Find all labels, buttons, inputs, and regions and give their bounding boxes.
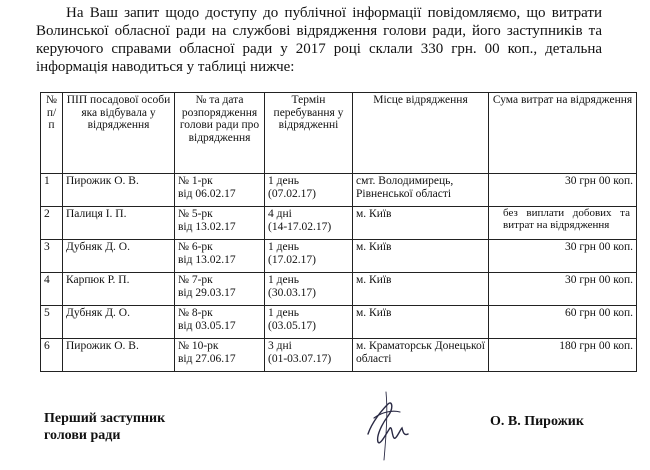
row-order-date: від 13.02.17 [178, 220, 236, 233]
row-person: Палиця І. П. [63, 207, 175, 240]
row-person: Пирожик О. В. [63, 174, 175, 207]
signer-position-line1: Перший заступник [44, 411, 166, 426]
row-person: Карпюк Р. П. [63, 273, 175, 306]
row-person: Пирожик О. В. [63, 339, 175, 372]
row-term [265, 207, 353, 240]
header-amount: Сума витрат на відрядження [489, 93, 637, 174]
row-person: Дубняк Д. О. [63, 240, 175, 273]
table-row [41, 240, 637, 273]
row-amount: 60 грн 00 коп. [489, 306, 637, 339]
row-term [265, 240, 353, 273]
row-term-dates: (17.02.17) [268, 253, 316, 266]
row-order-date: від 27.06.17 [178, 352, 236, 365]
intro-paragraph: На Ваш запит щодо доступу до публічної інформації повідомляємо, що витрати Волинської обласної ради на службові відрядження голови ради, його заступників та керуючого справами обласної ради у 2017 році склали 330 грн. 00 коп., детальна інформація наводиться у таблиці нижче: [36, 5, 602, 75]
row-order-date: від 29.03.17 [178, 286, 236, 299]
row-order-date: від 03.05.17 [178, 319, 236, 332]
row-term-days: 4 дні [268, 208, 292, 220]
row-term-dates: (14-17.02.17) [268, 220, 332, 233]
header-order: № та дата розпорядження голови ради про відрядження [175, 93, 265, 174]
row-term-dates: (01-03.07.17) [268, 352, 332, 365]
row-amount: 180 грн 00 коп. [489, 339, 637, 372]
row-amount: 30 грн 00 коп. [489, 174, 637, 207]
row-place: м. Київ [353, 306, 489, 339]
row-order [175, 273, 265, 306]
row-num: 2 [41, 207, 63, 240]
row-num: 3 [41, 240, 63, 273]
row-place: смт. Володимирець, Рівненської області [353, 174, 489, 207]
row-num: 4 [41, 273, 63, 306]
row-amount: 30 грн 00 коп. [489, 273, 637, 306]
row-order-date: від 06.02.17 [178, 187, 236, 200]
row-order-date: від 13.02.17 [178, 253, 236, 266]
row-place: м. Київ [353, 273, 489, 306]
row-place: м. Київ [353, 207, 489, 240]
row-amount: 30 грн 00 коп. [489, 240, 637, 273]
row-term [265, 174, 353, 207]
table-row [41, 273, 637, 306]
table-header-row [41, 93, 637, 174]
header-num: № п/п [41, 93, 63, 174]
row-person: Дубняк Д. О. [63, 306, 175, 339]
row-term [265, 306, 353, 339]
row-amount: без виплати добових та витрат на відрядження [489, 207, 637, 240]
row-term-days: 1 день [268, 241, 299, 253]
row-term-dates: (07.02.17) [268, 187, 316, 200]
row-order [175, 240, 265, 273]
row-order-number: № 10-рк [178, 340, 219, 352]
row-term-days: 3 дні [268, 340, 292, 352]
table-row [41, 207, 637, 240]
table-body [41, 174, 637, 372]
row-order-number: № 6-рк [178, 241, 213, 253]
table-row [41, 339, 637, 372]
row-term-days: 1 день [268, 274, 299, 286]
row-num: 5 [41, 306, 63, 339]
row-num: 6 [41, 339, 63, 372]
header-person: ПІП посадової особи яка відбувала у відрядження [63, 93, 175, 174]
row-term-dates: (30.03.17) [268, 286, 316, 299]
header-place: Місце відрядження [353, 93, 489, 174]
row-num: 1 [41, 174, 63, 207]
row-term-dates: (03.05.17) [268, 319, 316, 332]
signer-position-line2: голови ради [44, 428, 121, 443]
row-place: м. Київ [353, 240, 489, 273]
table-row [41, 174, 637, 207]
row-order-number: № 1-рк [178, 175, 213, 187]
signature-image [348, 382, 418, 462]
row-term-days: 1 день [268, 307, 299, 319]
row-order [175, 339, 265, 372]
row-term-days: 1 день [268, 175, 299, 187]
business-trips-table [40, 92, 637, 372]
row-order-number: № 8-рк [178, 307, 213, 319]
row-place: м. Краматорськ Донецької області [353, 339, 489, 372]
row-term [265, 273, 353, 306]
row-order-number: № 5-рк [178, 208, 213, 220]
header-term: Термін перебування у відрядженні [265, 93, 353, 174]
signer-position [44, 410, 165, 444]
table-row [41, 306, 637, 339]
row-term [265, 339, 353, 372]
row-order-number: № 7-рк [178, 274, 213, 286]
signer-name: О. В. Пирожик [490, 414, 584, 429]
row-order [175, 174, 265, 207]
row-order [175, 306, 265, 339]
row-order [175, 207, 265, 240]
